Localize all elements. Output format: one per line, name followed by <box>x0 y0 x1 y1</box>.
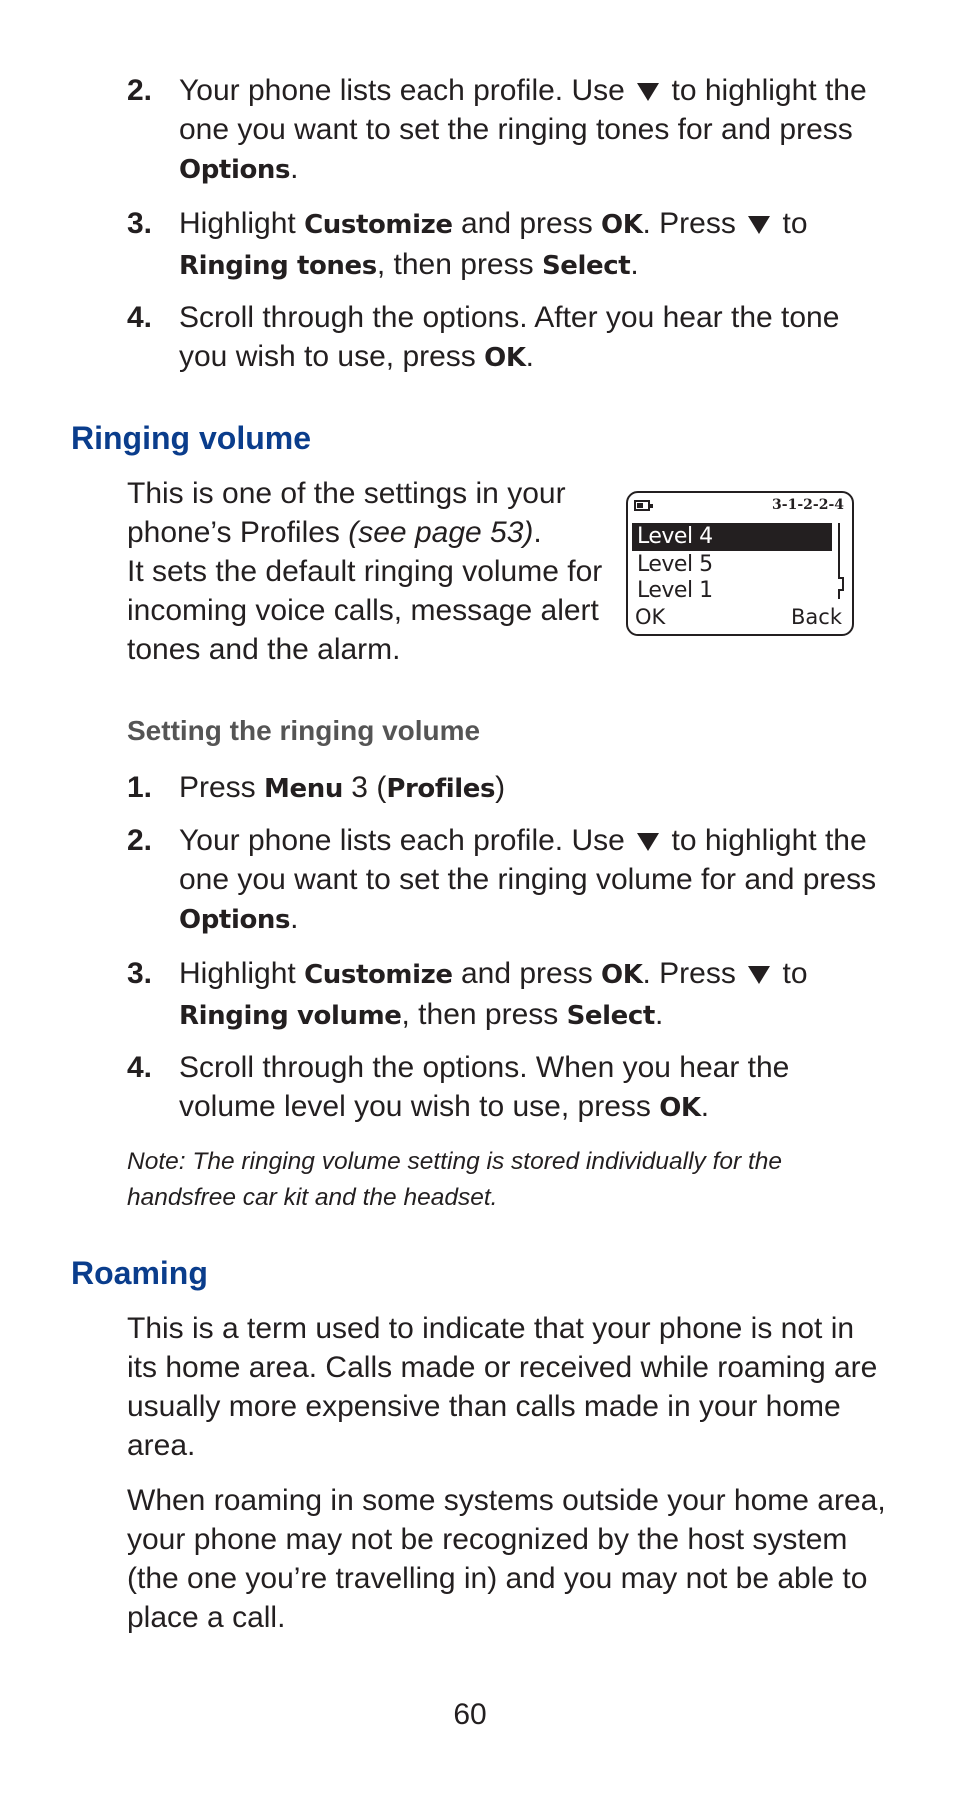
step-text: Highlight Customize and press OK. Press to Ringing volume, then press Select. <box>179 957 808 1031</box>
menu-item[interactable]: Level 5 <box>637 552 713 577</box>
step-text: Scroll through the options. After you hear the tone you wish to use, press OK. <box>179 301 840 373</box>
step-number: 1. <box>127 771 153 804</box>
step-number: 3. <box>127 207 153 240</box>
step-text: Your phone lists each profile. Use to highlight the one you want to set the ringing volume for and press Options. <box>179 824 877 935</box>
list-item <box>127 1048 887 1128</box>
list-item <box>127 71 887 190</box>
scroll-thumb <box>838 577 844 591</box>
battery-icon <box>634 500 650 511</box>
step-text: Press Menu 3 (Profiles) <box>179 771 506 804</box>
phone-display <box>626 491 854 636</box>
ringing-volume-label: Ringing volume <box>179 1001 402 1031</box>
down-triangle-icon <box>748 216 770 234</box>
intro-paragraph: This is one of the settings in your phone’s Profiles (see page 53). It sets the default ringing volume for incoming voice calls, message alert tones and the alarm. <box>127 477 603 666</box>
select-label: Select <box>566 1001 655 1031</box>
roaming-paragraph: This is a term used to indicate that your phone is not in its home area. Calls made or received while roaming are usually more expensive than calls made in your home area. <box>127 1312 878 1462</box>
menu-label: Menu <box>264 774 343 804</box>
down-triangle-icon <box>748 966 770 984</box>
ok-label: OK <box>659 1093 701 1123</box>
step-text: Your phone lists each profile. Use to highlight the one you want to set the ringing tones for and press Options. <box>179 74 867 185</box>
options-label: Options <box>179 905 291 935</box>
down-triangle-icon <box>637 833 659 851</box>
menu-item[interactable]: Level 1 <box>637 578 713 603</box>
menu-item-selected[interactable]: Level 4 <box>632 523 832 551</box>
customize-label: Customize <box>304 210 453 240</box>
list-item <box>127 298 887 378</box>
down-triangle-icon <box>637 83 659 101</box>
list-item <box>127 821 887 940</box>
page-number: 60 <box>453 1698 487 1731</box>
list-item <box>127 954 887 1036</box>
ringing-tones-label: Ringing tones <box>179 251 377 281</box>
page-reference: (see page 53) <box>348 516 534 549</box>
ok-label: OK <box>601 210 643 240</box>
list-item <box>127 768 887 809</box>
select-label: Select <box>541 251 631 281</box>
step-number: 4. <box>127 301 153 334</box>
step-number: 2. <box>127 824 153 857</box>
step-number: 4. <box>127 1051 153 1084</box>
options-label: Options <box>179 155 291 185</box>
ok-label: OK <box>601 960 643 990</box>
ok-softkey[interactable]: OK <box>635 605 666 629</box>
step-text: Highlight Customize and press OK. Press to Ringing tones, then press Select. <box>179 207 808 281</box>
list-item <box>127 204 887 286</box>
step-text: Scroll through the options. When you hear the volume level you wish to use, press OK. <box>179 1051 790 1123</box>
step-number: 3. <box>127 957 153 990</box>
customize-label: Customize <box>304 960 453 990</box>
subheading-setting-ringing-volume: Setting the ringing volume <box>127 715 481 746</box>
roaming-paragraph: When roaming in some systems outside your home area, your phone may not be recognized by the host system (the one you’re travelling in) and you may not be able to place a call. <box>127 1484 886 1634</box>
profiles-label: Profiles <box>386 774 496 804</box>
note: Note: The ringing volume setting is stored individually for the handsfree car kit and the headset. <box>127 1148 783 1211</box>
back-softkey[interactable]: Back <box>791 605 842 629</box>
step-number: 2. <box>127 74 153 107</box>
menu-code: 3-1-2-2-4 <box>772 497 844 513</box>
ok-label: OK <box>484 343 526 373</box>
section-heading-ringing-volume: Ringing volume <box>71 420 311 456</box>
section-heading-roaming: Roaming <box>71 1255 208 1291</box>
